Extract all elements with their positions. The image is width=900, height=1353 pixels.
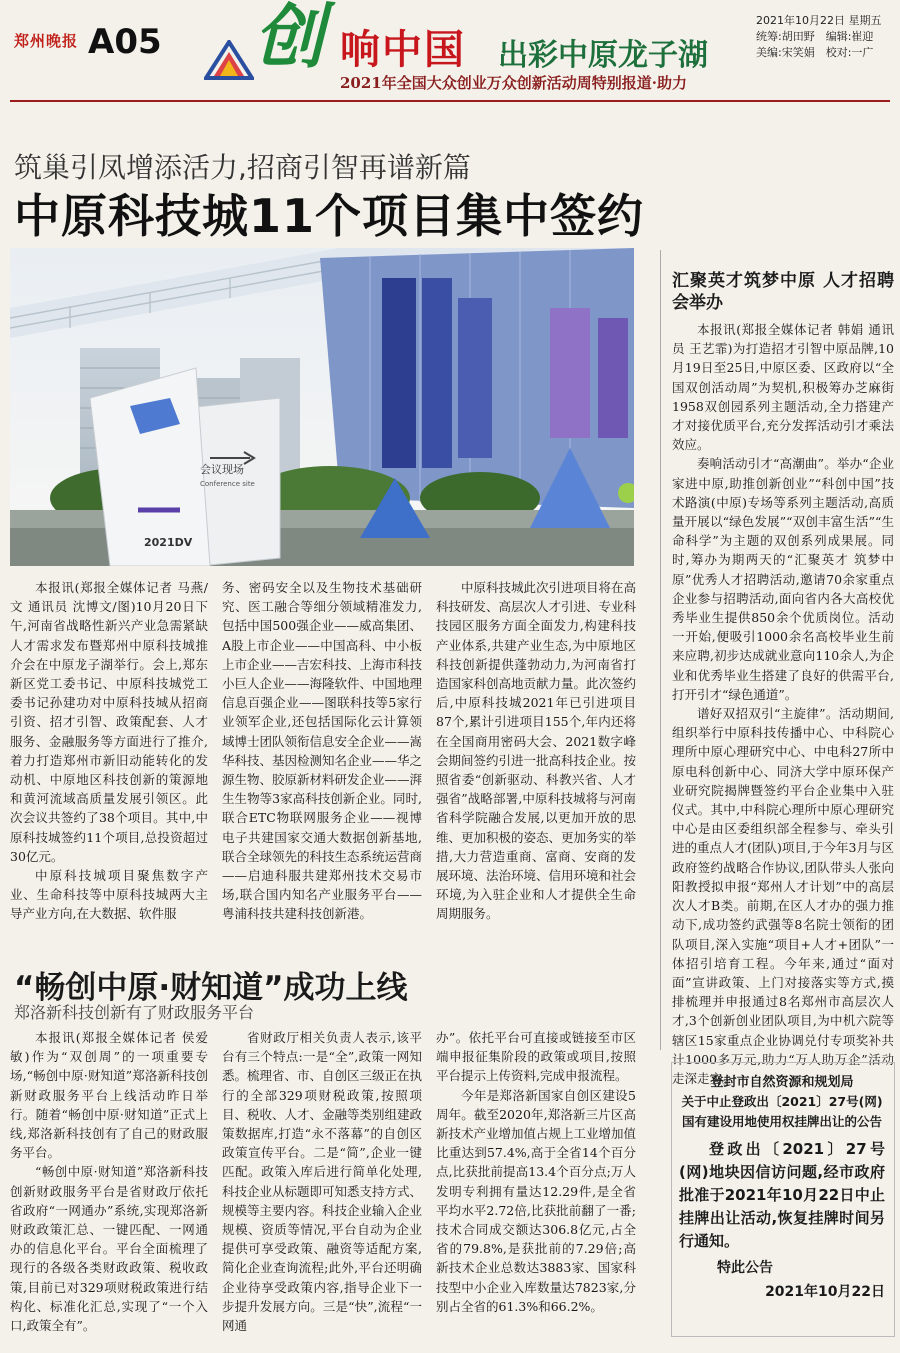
banner-chuang-char: 创: [254, 0, 324, 78]
public-notice: [671, 1062, 893, 1322]
side-story-paragraph: 奏响活动引才“高潮曲”。举办“企业家进中原,助推创新创业”“科创中国”技术路演(中原)专场等系列主题活动,高质量开展以“绿色发展”“双创丰富生活”“生命科学”为主题的双创系列成果展。同时,筹办为期两天的“汇聚英才 筑梦中原”优秀人才招聘活动,邀请70余家重点企业参与招聘活动,面向省内各大高校优秀毕业生提供850余个优质岗位。活动一开始,便吸引1000余名高校毕业生前来应聘,初步达成就业意向110余人,为企业和优秀毕业生搭建了良好的供需平台,打开引才“绿色通道”。: [672, 456, 894, 702]
second-paragraph: 本报讯(郑报全媒体记者 侯爱敏)作为“双创周”的一项重要专场,“畅创中原·财知道”郑洛新科技创新财政服务平台上线活动昨日举行。随着“畅创中原·财知道”正式上线,郑洛新科技创有了自己的财政服务平台。: [10, 1030, 208, 1161]
lead-paragraph: 务、密码安全以及生物技术基础研究、医工融合等细分领域精准发力,包括中国500强企业——威高集团、A股上市企业——中国高科、中小板上市企业——吉宏科技、上海市科技小巨人企业——海隆软件、中国地理信息百强企业——图联科技等5家行业领军企业,还包括国际化云计算领域博士团队领衔信息安全企业——嵩华科技、基因检测知名企业——华之源生物、胶原新材料研发企业——湃生生物等3家高科技创新企业。同时,联合ETC物联网服务企业——视博电子共建国家交通大数据创新基地,联合全球领先的科技生态系统运营商——启迪科服共建郑州技术交易市场,联合国内知名产业服务平台——粤浦科技共建科技创新港。: [222, 580, 423, 922]
lead-kicker: 筑巢引凤增添活力,招商引智再谱新篇: [14, 151, 471, 184]
second-paragraph: 办”。依托平台可直接或链接至市区端申报征集阶段的政策或项目,按照平台提示上传资料,完成申报流程。: [436, 1030, 636, 1084]
side-story-paragraph: 本报讯(郑报全媒体记者 韩娟 通讯员 王艺霏)为打造招才引智中原品牌,10月19日至25日,中原区委、区政府以“全国双创活动周”为契机,积极筹办芝麻街1958双创园系列主题活动,全力搭建产才对接优质平台,充分发挥活动引才乘法效应。: [672, 322, 894, 453]
column-divider: [660, 250, 661, 1050]
signpost-en-text: Conference site: [200, 480, 255, 488]
second-col-2: [222, 1028, 422, 1335]
banner-subtitle: 出彩中原龙子湖: [498, 38, 708, 73]
second-paragraph: 今年是郑洛新国家自创区建设5周年。截至2020年,郑洛新三片区高新技术产业增加值占规上工业增加值比重达到57.4%,高于全省14个百分点,比获批前提高13.4个百分点;万人发明专利拥有量达12.29件,是全省平均水平2.72倍,比获批前翻了一番;技术合同成交额达306.8亿元,占全省的79.8%,是获批前的7.29倍;高新技术企业总数达3883家、国家科技型中小企业入库数量达7823家,分别占全省的61.3%和66.2%。: [436, 1087, 637, 1314]
notice-sign: 特此公告: [717, 1260, 773, 1276]
editors-line-1: 统筹:胡田野 编辑:崔迎: [756, 30, 874, 43]
second-col-3: [436, 1028, 636, 1316]
signpost-text: 会议现场: [200, 463, 244, 476]
lead-photo: [10, 248, 634, 566]
lead-col-2: [222, 578, 422, 924]
second-story-title: “畅创中原·财知道”成功上线: [14, 970, 408, 1006]
banner-title: 响中国: [340, 27, 466, 73]
triangle-logo-icon: [204, 40, 254, 80]
paper-name: 郑州晚报: [14, 32, 79, 50]
lead-paragraph: 中原科技城此次引进项目将在高科技研发、高层次人才引进、专业科技园区服务方面全面发力,构建科技产业体系,共建产业生态,为中原地区科技创新提供蓬勃动力,为河南省打造国家科创高地贡献力量。此次签约后,中原科技城2021年已引进项目87个,累计引进项目155个,年内还将在全国商用密码大会、2021数字峰会期间签约引进一批高科技企业。按照省委“创新驱动、科教兴省、人才强省”战略部署,中原科技城将与河南省科学院融合发展,以更加开放的思维、更加积极的姿态、更加务实的举措,大力营造重商、富商、安商的发展环境、法治环境、信用环境和社会环境,为入驻企业和人才提供全生命周期服务。: [436, 580, 637, 922]
notice-body: 登政出〔2021〕27号(网)地块因信访问题,经市政府批准于2021年10月22日中止挂牌出让活动,恢复挂牌时间另行通知。: [679, 1140, 885, 1250]
issue-date: 2021年10月22日 星期五: [756, 14, 882, 27]
second-paragraph: “畅创中原·财知道”郑洛新科技创新财政服务平台是省财政厅依托省政府“一网通办”系统,实现郑洛新财政政策汇总、一键匹配、一网通办的信息化平台。平台全面梳理了现行的各级各类财政政策、税收政策,目前已对329项财税政策进行结构化、标准化汇总,实现了“一个入口,政策全有”。: [10, 1164, 208, 1334]
second-col-1: [10, 1028, 208, 1335]
second-paragraph: 省财政厅相关负责人表示,该平台有三个特点:一是“全”,政策一网知悉。梳理省、市、自创区三级正在执行的全部329项财税政策,按照项目、税收、人才、金融等类别组建政策数据库,打造“永不落幕”的自创区政策宣传平台。二是“简”,企业一键匹配。政策入库后进行简单化处理,科技企业从标题即可知悉支持方式、规模等主要内容。科技企业输入企业规模、资质等情况,平台自动为企业提供可享受政策、融资等适配方案,简化企业查询流程;此外,平台还明确企业待享受政策内容,指导企业下一步提升发展方向。三是“快”,流程“一网通: [222, 1030, 423, 1334]
lead-col-1: [10, 578, 208, 924]
side-story: [672, 270, 894, 1088]
lead-paragraph: 中原科技城项目聚焦数字产业、生命科技等中原科技城两大主导产业方向,在大数据、软件服: [10, 868, 208, 922]
editors-line-2: 美编:宋笑娟 校对:一广: [756, 46, 874, 59]
lead-headline: 中原科技城11个项目集中签约: [14, 189, 645, 243]
notice-organization: 登封市自然资源和规划局: [710, 1075, 854, 1090]
second-story-subtitle: 郑洛新科技创新有了财政服务平台: [14, 1003, 255, 1022]
photo-logo-text: 2021DV: [144, 536, 193, 549]
masthead: [0, 0, 900, 100]
notice-date: 2021年10月22日: [765, 1284, 885, 1300]
banner-tagline: 2021年全国大众创业万众创新活动周特别报道·助力: [340, 74, 687, 92]
side-story-title: 汇聚英才筑梦中原 人才招聘会举办: [672, 271, 894, 313]
page-number: A05: [88, 22, 162, 62]
side-story-paragraph: 谱好双招双引“主旋律”。活动期间,组织举行中原科技传播中心、中科院心理所中原心理研究中心、中电科27所中原电科创新中心、同济大学中原环保产业研究院揭牌暨签约平台企业集中入驻仪式。其中,中科院心理所中原心理研究中心是由区委组织部全程参与、牵头引进的重点人才(团队)项目,于今年3月与区政府签约战略合作协议,团队带头人张向阳教授拟申报“郑州人才计划”中的高层次人才B类。前期,在区人才办的强力推动下,成功签约武强等8名院士领衔的团队项目,深入实施“项目+人才+团队”一体招引培育工程。今年来,通过“面对面”宣讲政策、上门对接落实等方式,摸排梳理并申报通过8名郑州市高层次人才,3个创新创业团队项目,为中机六院等辖区15家重点企业协调兑付专项奖补共计1000多万元,助力“万人助万企”活动走深走实。: [672, 706, 894, 1086]
lead-col-3: [436, 578, 636, 924]
notice-title: 关于中止登政出〔2021〕27号(网)国有建设用地使用权挂牌出让的公告: [681, 1094, 883, 1129]
lead-paragraph: 本报讯(郑报全媒体记者 马燕/文 通讯员 沈博文/图)10月20日下午,河南省战略性新兴产业急需紧缺人才需求发布暨郑州中原科技城推介会在中原龙子湖举行。会上,郑东新区党工委书记、中原科技城党工委书记孙建功对中原科技城从招商引资、招才引智、政策配套、人才服务、金融服务等方面进行了推介,着力打造郑州市新旧动能转化的发动机、中原地区科技创新的策源地和黄河流域高质量发展引领区。此次会议共签约了38个项目。其中,中原科技城签约11个项目,总投资超过30亿元。: [10, 580, 208, 864]
header-rule: [10, 100, 890, 102]
